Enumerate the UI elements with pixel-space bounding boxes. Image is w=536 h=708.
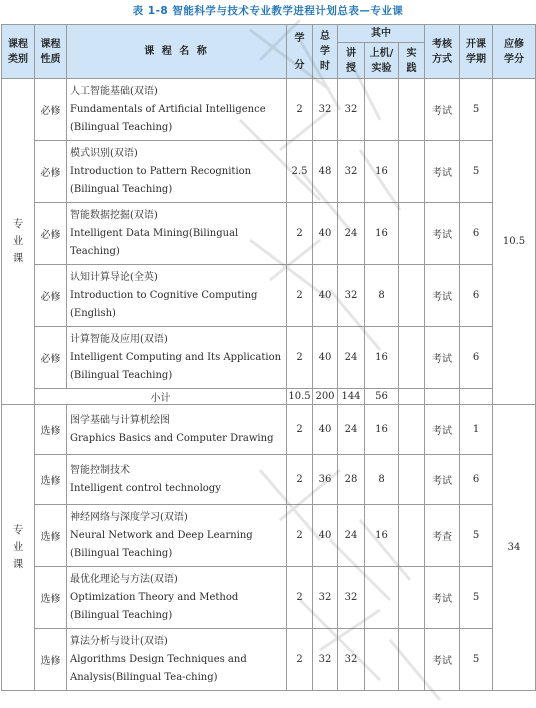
assessment-cell: 考试	[425, 141, 460, 203]
semester-cell: 6	[460, 327, 493, 389]
course-name-line: (Bilingual Teaching)	[70, 183, 173, 195]
credits-cell: 2	[287, 203, 313, 265]
subtotal-lab: 56	[365, 389, 399, 405]
course-name-line: (Bilingual Teaching)	[70, 121, 173, 133]
course-name-line: (English)	[70, 307, 116, 319]
course-name-line: 计算智能及应用(双语)	[70, 333, 168, 345]
assessment-cell: 考查	[425, 505, 460, 567]
nature-cell: 选修	[35, 505, 67, 567]
nature-cell: 必修	[35, 327, 67, 389]
lab-cell	[365, 567, 399, 629]
course-name-cell	[67, 265, 287, 327]
semester-cell: 5	[460, 79, 493, 141]
course-name-line: 智能控制技术	[70, 464, 130, 476]
credits-cell: 2	[287, 629, 313, 691]
course-name-line: Neural Network and Deep Learning	[70, 529, 253, 541]
practice-cell	[399, 79, 425, 141]
total-cell: 48	[313, 141, 338, 203]
lecture-cell: 24	[338, 405, 365, 455]
table-row	[2, 505, 536, 567]
lab-cell: 16	[365, 203, 399, 265]
course-name-cell	[67, 79, 287, 141]
header-nature: 课程 性质	[35, 25, 67, 79]
lab-cell: 16	[365, 141, 399, 203]
credits-cell: 2.5	[287, 141, 313, 203]
practice-cell	[399, 265, 425, 327]
lab-cell	[365, 79, 399, 141]
table-header	[2, 25, 536, 79]
table-row	[2, 79, 536, 141]
category-cell: 专 业 课	[2, 405, 35, 691]
header-credits: 学 分	[287, 25, 313, 79]
course-name-line: 算法分析与设计(双语)	[70, 635, 168, 647]
required-credits-cell: 34	[493, 405, 536, 691]
lecture-cell: 32	[338, 79, 365, 141]
table-row	[2, 141, 536, 203]
lecture-cell: 28	[338, 455, 365, 505]
assessment-cell: 考试	[425, 203, 460, 265]
credits-cell: 2	[287, 567, 313, 629]
practice-cell	[399, 405, 425, 455]
practice-cell	[399, 141, 425, 203]
lecture-cell: 24	[338, 327, 365, 389]
assessment-cell: 考试	[425, 405, 460, 455]
credits-cell: 2	[287, 265, 313, 327]
credits-cell: 2	[287, 79, 313, 141]
lecture-cell: 32	[338, 629, 365, 691]
course-name-line: 人工智能基础(双语)	[70, 85, 158, 97]
table-row	[2, 455, 536, 505]
course-name-line: 神经网络与深度学习(双语)	[70, 511, 188, 523]
semester-cell: 5	[460, 141, 493, 203]
required-courses-group	[2, 79, 536, 405]
assessment-cell: 考试	[425, 327, 460, 389]
course-name-line: Introduction to Pattern Recognition	[70, 165, 252, 177]
assessment-cell: 考试	[425, 79, 460, 141]
semester-cell: 1	[460, 405, 493, 455]
subtotal-semester	[460, 389, 493, 405]
subtotal-label: 小计	[35, 389, 287, 405]
credits-cell: 2	[287, 405, 313, 455]
category-cell: 专 业 课	[2, 79, 35, 405]
header-practice: 实 践	[399, 43, 425, 79]
semester-cell: 5	[460, 567, 493, 629]
nature-cell: 必修	[35, 203, 67, 265]
header-lab: 上机/ 实验	[365, 43, 399, 79]
semester-cell: 6	[460, 203, 493, 265]
lecture-cell: 24	[338, 203, 365, 265]
credits-cell: 2	[287, 455, 313, 505]
header-assessment: 考核 方式	[425, 25, 460, 79]
table-row	[2, 567, 536, 629]
credits-cell: 2	[287, 327, 313, 389]
total-cell: 40	[313, 265, 338, 327]
course-name-line: Analysis(Bilingual Tea-ching)	[70, 671, 218, 683]
course-name-line: Optimization Theory and Method	[70, 591, 239, 603]
credits-cell: 2	[287, 505, 313, 567]
course-name-cell	[67, 327, 287, 389]
lab-cell: 16	[365, 505, 399, 567]
table-row	[2, 265, 536, 327]
total-cell: 40	[313, 203, 338, 265]
course-name-line: (Bilingual Teaching)	[70, 369, 173, 381]
subtotal-lecture: 144	[338, 389, 365, 405]
practice-cell	[399, 629, 425, 691]
header-total-hours: 总 学 时	[313, 25, 338, 79]
assessment-cell: 考试	[425, 455, 460, 505]
assessment-cell: 考试	[425, 629, 460, 691]
nature-cell: 必修	[35, 141, 67, 203]
total-cell: 40	[313, 505, 338, 567]
lecture-cell: 32	[338, 141, 365, 203]
table-row	[2, 327, 536, 389]
course-name-line: Introduction to Cognitive Computing	[70, 289, 258, 301]
lab-cell: 8	[365, 455, 399, 505]
course-name-line: 图学基础与计算机绘图	[70, 414, 170, 426]
total-cell: 32	[313, 79, 338, 141]
course-name-cell	[67, 141, 287, 203]
header-course-name: 课 程 名 称	[67, 25, 287, 79]
subtotal-row	[2, 389, 536, 405]
header-lecture: 讲 授	[338, 43, 365, 79]
course-name-line: 认知计算导论(全英)	[70, 271, 158, 283]
subtotal-credits: 10.5	[287, 389, 313, 405]
course-name-line: Intelligent Data Mining(Bilingual	[70, 227, 239, 239]
practice-cell	[399, 203, 425, 265]
course-name-line: Teaching)	[70, 245, 120, 257]
course-name-cell	[67, 629, 287, 691]
table-row	[2, 405, 536, 455]
practice-cell	[399, 567, 425, 629]
curriculum-table	[1, 24, 536, 691]
course-name-cell	[67, 203, 287, 265]
nature-cell: 选修	[35, 405, 67, 455]
table-caption: 表 1-8 智能科学与技术专业教学进程计划总表—专业课	[132, 5, 404, 17]
subtotal-total: 200	[313, 389, 338, 405]
header-of-which: 其中	[338, 25, 425, 43]
course-name-line: Fundamentals of Artificial Intelligence	[70, 103, 266, 115]
practice-cell	[399, 505, 425, 567]
course-name-line: Graphics Basics and Computer Drawing	[70, 432, 274, 444]
lab-cell: 8	[365, 265, 399, 327]
nature-cell: 必修	[35, 265, 67, 327]
lecture-cell: 24	[338, 505, 365, 567]
semester-cell: 5	[460, 629, 493, 691]
lab-cell: 16	[365, 405, 399, 455]
course-name-cell	[67, 505, 287, 567]
nature-cell: 选修	[35, 567, 67, 629]
course-name-cell	[67, 455, 287, 505]
lecture-cell: 32	[338, 265, 365, 327]
course-name-line: (Bilingual Teaching)	[70, 547, 173, 559]
nature-cell: 选修	[35, 629, 67, 691]
lecture-cell: 32	[338, 567, 365, 629]
course-name-cell	[67, 567, 287, 629]
course-name-line: Intelligent Computing and Its Application	[70, 351, 282, 363]
course-name-line: Intelligent control technology	[70, 482, 221, 494]
total-cell: 40	[313, 327, 338, 389]
course-name-line: 最优化理论与方法(双语)	[70, 573, 178, 585]
course-name-line: 智能数据挖掘(双语)	[70, 209, 158, 221]
table-row	[2, 203, 536, 265]
total-cell: 32	[313, 567, 338, 629]
nature-cell: 必修	[35, 79, 67, 141]
practice-cell	[399, 327, 425, 389]
elective-courses-group	[2, 405, 536, 691]
subtotal-practice	[399, 389, 425, 405]
course-name-line: (Bilingual Teaching)	[70, 609, 173, 621]
header-category: 课程 类别	[2, 25, 35, 79]
lab-cell: 16	[365, 327, 399, 389]
total-cell: 32	[313, 629, 338, 691]
semester-cell: 6	[460, 265, 493, 327]
lab-cell	[365, 629, 399, 691]
required-credits-cell: 10.5	[493, 79, 536, 405]
subtotal-assess	[425, 389, 460, 405]
assessment-cell: 考试	[425, 265, 460, 327]
total-cell: 36	[313, 455, 338, 505]
header-semester: 开课 学期	[460, 25, 493, 79]
assessment-cell: 考试	[425, 567, 460, 629]
course-name-cell	[67, 405, 287, 455]
semester-cell: 6	[460, 455, 493, 505]
course-name-line: 模式识别(双语)	[70, 147, 138, 159]
header-required-credits: 应修 学分	[493, 25, 536, 79]
practice-cell	[399, 455, 425, 505]
semester-cell: 5	[460, 505, 493, 567]
nature-cell: 选修	[35, 455, 67, 505]
total-cell: 40	[313, 405, 338, 455]
course-name-line: Algorithms Design Techniques and	[70, 653, 247, 665]
table-row	[2, 629, 536, 691]
